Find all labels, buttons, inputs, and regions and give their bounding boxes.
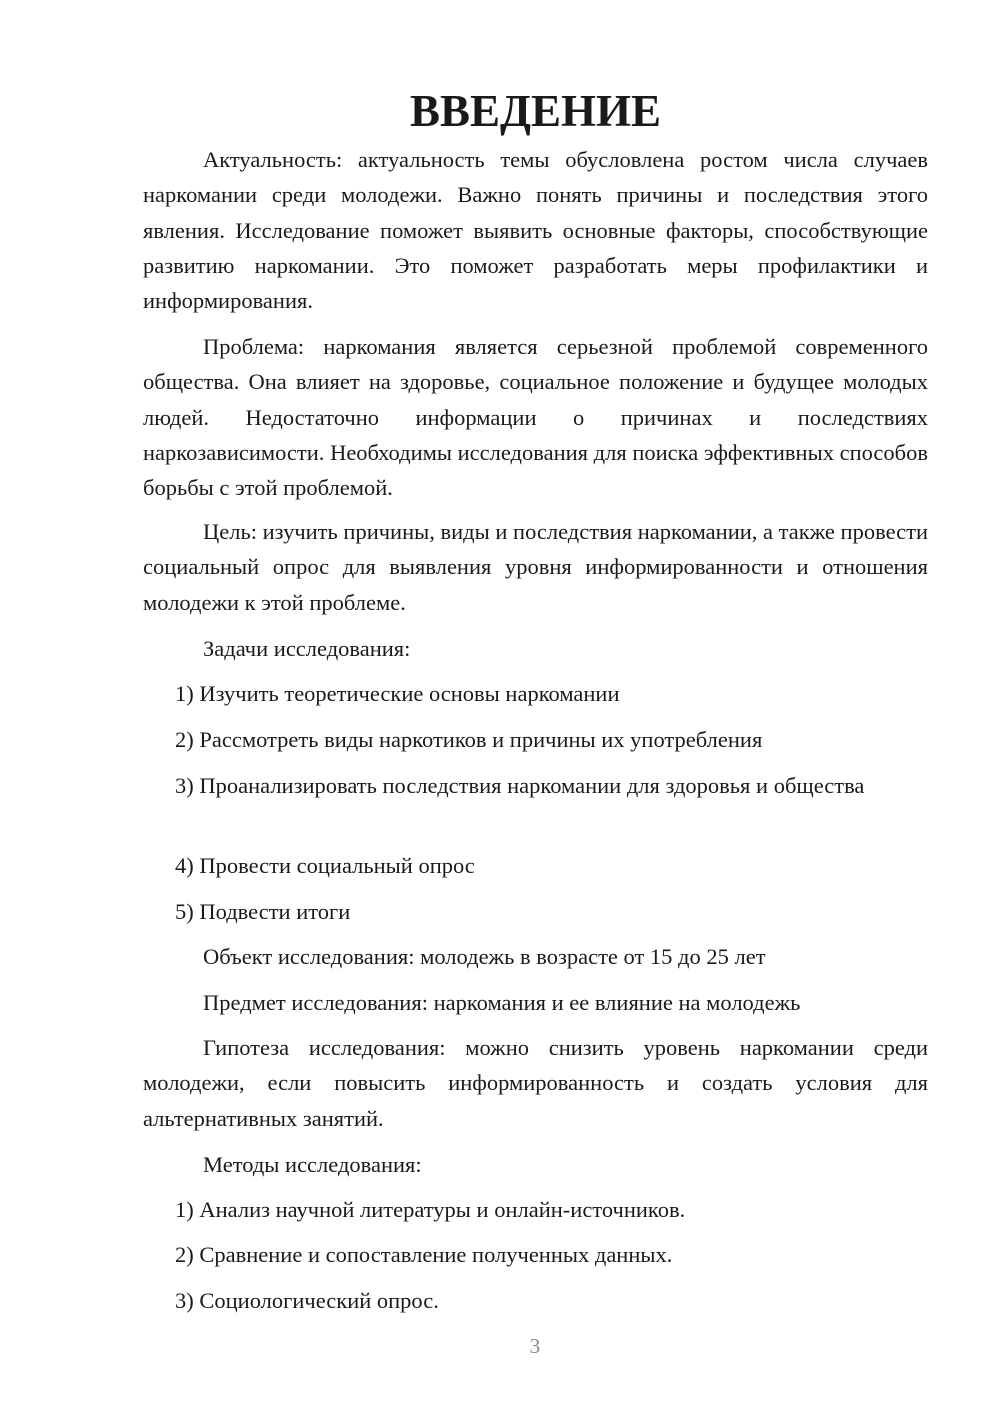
method-item: 3) Социологический опрос.: [175, 1288, 439, 1313]
task-item: 3) Проанализировать последствия наркомании для здоровья и общества: [175, 773, 865, 798]
task-item: 2) Рассмотреть виды наркотиков и причины их употребления: [175, 727, 763, 752]
relevance-paragraph: Актуальность: актуальность темы обусловлена ростом числа случаев наркомании среди молодежи. Важно понять причины и последствия этого явления. Исследование поможет выявить основные факторы, способствующие развитию наркомании. Это поможет разработать меры профилактики и информирования.: [143, 147, 928, 314]
problem-paragraph: Проблема: наркомания является серьезной проблемой современного общества. Она влияет на здоровье, социальное положение и будущее молодых людей. Недостаточно информации о причинах и последствиях наркозависимости. Необходимы исследования для поиска эффективных способов борьбы с этой проблемой.: [143, 334, 928, 501]
tasks-heading: Задачи исследования:: [203, 636, 411, 661]
goal-paragraph: Цель: изучить причины, виды и последствия наркомании, а также провести социальный опрос для выявления уровня информированности и отношения молодежи к этой проблеме.: [143, 519, 928, 615]
task-item: 4) Провести социальный опрос: [175, 853, 475, 878]
hypothesis-paragraph: Гипотеза исследования: можно снизить уровень наркомании среди молодежи, если повысить информированность и создать условия для альтернативных занятий.: [143, 1035, 928, 1131]
task-item: 1) Изучить теоретические основы наркомании: [175, 681, 620, 706]
method-item: 2) Сравнение и сопоставление полученных данных.: [175, 1242, 673, 1267]
task-item: 5) Подвести итоги: [175, 899, 351, 924]
page-number: 3: [529, 1334, 541, 1358]
object-paragraph: Объект исследования: молодежь в возрасте от 15 до 25 лет: [203, 944, 766, 969]
page-title: ВВЕДЕНИЕ: [409, 86, 662, 136]
method-item: 1) Анализ научной литературы и онлайн-источников.: [175, 1197, 686, 1222]
subject-paragraph: Предмет исследования: наркомания и ее влияние на молодежь: [203, 990, 801, 1015]
methods-heading: Методы исследования:: [203, 1152, 422, 1177]
